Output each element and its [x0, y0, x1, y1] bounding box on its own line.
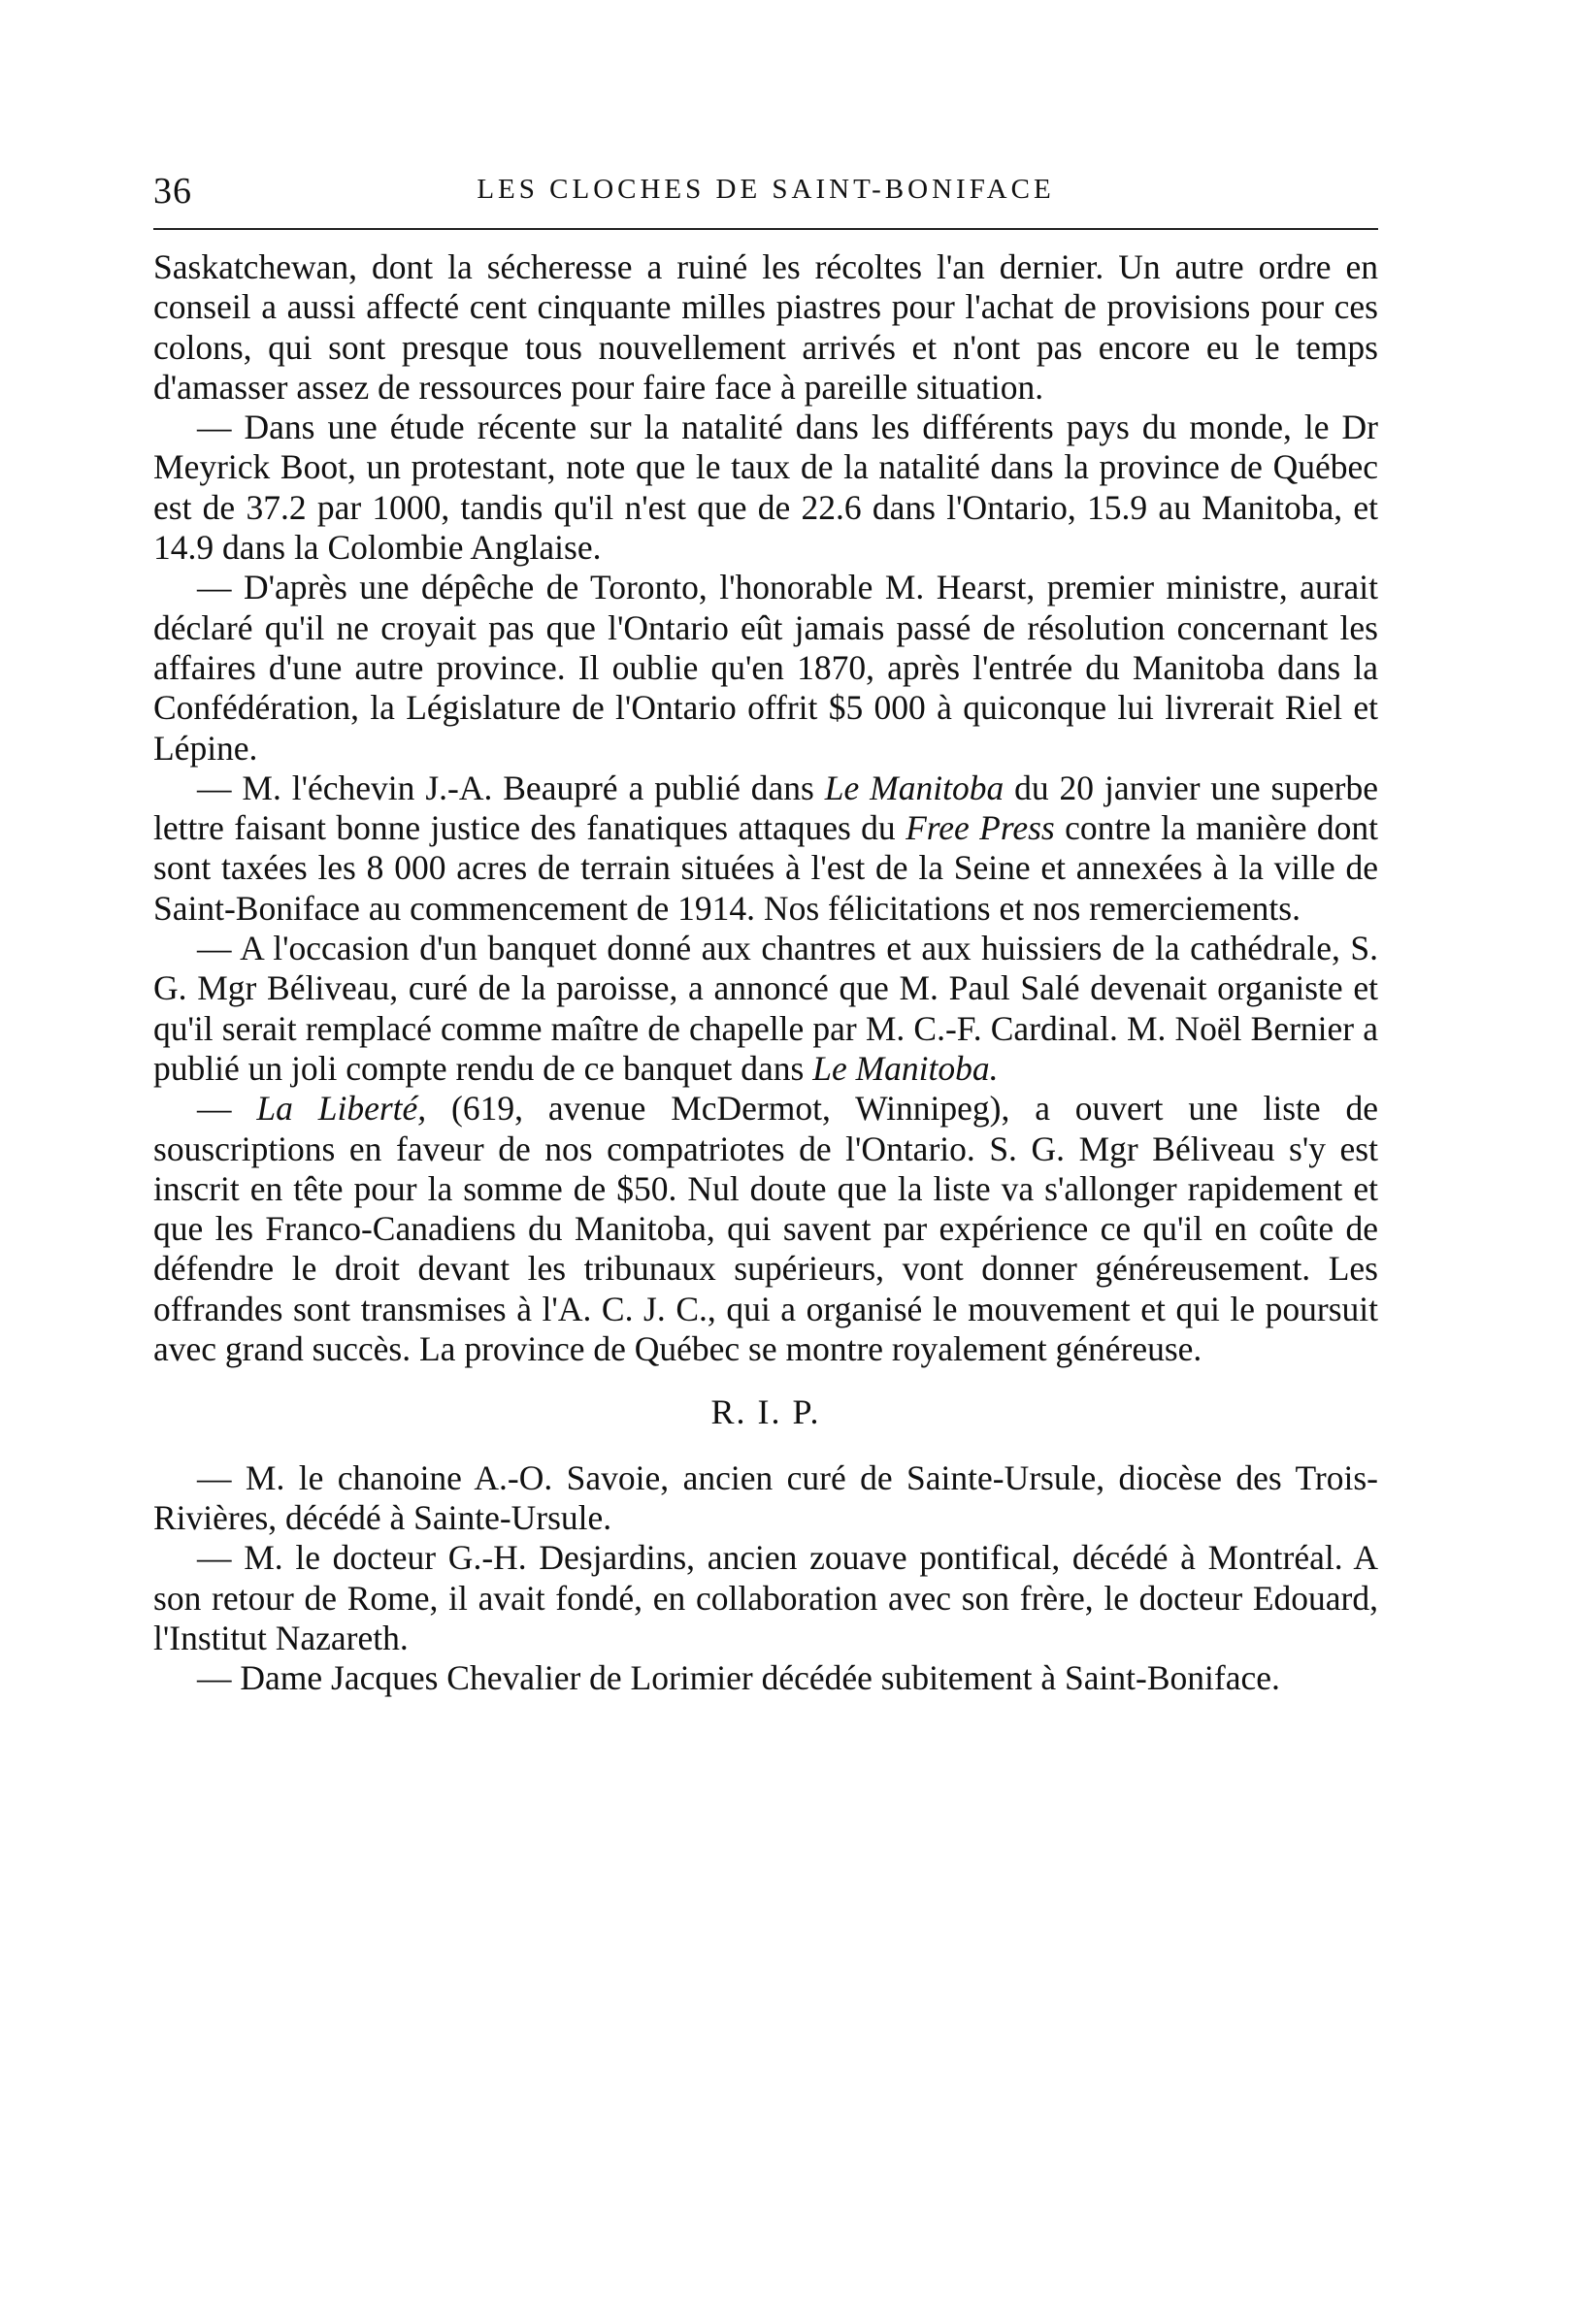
page-number: 36 — [153, 171, 192, 212]
text-run: — Dame Jacques Chevalier de Lorimier décédée subitement à Saint-Boniface. — [197, 1658, 1280, 1698]
italic-title: Le Manitoba. — [812, 1048, 999, 1088]
text-run: — M. le docteur G.-H. Desjardins, ancien zouave pontifical, décédé à Montréal. A son retour de Rome, il avait fondé, en collaboration avec son frère, le docteur Edouard, l'Institut Nazareth. — [153, 1538, 1378, 1657]
paragraph — [153, 247, 1378, 408]
text-run: — A l'occasion d'un banquet donné aux chantres et aux huissiers de la cathédrale, S. G. Mgr Béliveau, curé de la paroisse, a annoncé que M. Paul Salé devenait organiste et qu'il serait remplacé comme maître de chapelle par M. C.-F. Cardinal. M. Noël Bernier a publié un joli compte rendu de ce banquet dans — [153, 929, 1378, 1088]
text-run: (619, avenue McDermot, Winnipeg), a ouvert une liste de souscriptions en faveur de nos compatriotes de l'Ontario. S. G. Mgr Béliveau s'y est inscrit en tête pour la somme de $50. Nul doute que la liste va s'allonger rapidement et que les Franco-Canadiens du Manitoba, qui savent par expérience ce qu'il en coûte de défendre le droit devant les tribunaux supérieurs, vont donner généreusement. Les offrandes sont transmises à l'A. C. J. C., qui a organisé le mouvement et qui le poursuit avec grand succès. La province de Québec se montre royalement généreuse. — [153, 1089, 1379, 1369]
text-run: Saskatchewan, dont la sécheresse a ruiné les récoltes l'an dernier. Un autre ordre en conseil a aussi affecté cent cinquante milles piastres pour l'achat de provisions pour ces colons, qui sont presque tous nouvellement arrivés et n'ont pas encore eu le temps d'amasser assez de ressources pour faire face à pareille situation. — [153, 247, 1378, 407]
text-run: — M. l'échevin J.-A. Beaupré a publié dans — [197, 768, 825, 807]
rip-heading: R. I. P. — [710, 1392, 821, 1432]
italic-title: Le Manitoba — [824, 768, 1005, 807]
running-head — [153, 160, 1378, 214]
italic-title: La Liberté, — [256, 1089, 427, 1129]
news-items — [153, 247, 1378, 1698]
obituary-item — [153, 1538, 1378, 1658]
text-run: — D'après une dépêche de Toronto, l'honorable M. Hearst, premier ministre, aurait déclaré qu'il ne croyait pas que l'Ontario eût jamais passé de résolution concernant les affaires d'une autre province. Il oublie qu'en 1870, après l'entrée du Manitoba dans la Confédération, la Législature de l'Ontario offrit $5 000 à quiconque lui livrerait Riel et Lépine. — [153, 568, 1378, 768]
text-run: — — [197, 1089, 257, 1129]
header-rule — [153, 228, 1378, 230]
text-run: du 20 janvier une superbe lettre faisant bonne justice des fanatiques attaques du — [153, 768, 1379, 848]
obituary-item — [153, 1458, 1378, 1539]
text-run: contre la manière dont sont taxées les 8 000 acres de terrain situées à l'est de la Seine et annexées à la ville de Saint-Boniface au commencement de 1914. Nos félicitations et nos remerciements. — [153, 808, 1379, 928]
text-run: — M. le chanoine A.-O. Savoie, ancien curé de Sainte-Ursule, diocèse des Trois-Rivières, décédé à Sainte-Ursule. — [153, 1457, 1378, 1537]
text-run: — Dans une étude récente sur la natalité dans les différents pays du monde, le Dr Meyrick Boot, un protestant, note que le taux de la natalité dans la province de Québec est de 37.2 par 1000, tandis qu'il n'est que de 22.6 dans l'Ontario, 15.9 au Manitoba, et 14.9 dans la Colombie Anglaise. — [153, 408, 1378, 568]
italic-title: Free Press — [906, 808, 1055, 848]
book-page — [153, 160, 1378, 1698]
obituary-item — [153, 1658, 1378, 1698]
paragraph — [153, 929, 1378, 1089]
paragraph — [153, 769, 1378, 929]
paragraph — [153, 568, 1378, 768]
paragraph — [153, 408, 1378, 568]
paragraph — [153, 1089, 1378, 1369]
running-title: LES CLOCHES DE SAINT-BONIFACE — [477, 174, 1055, 205]
